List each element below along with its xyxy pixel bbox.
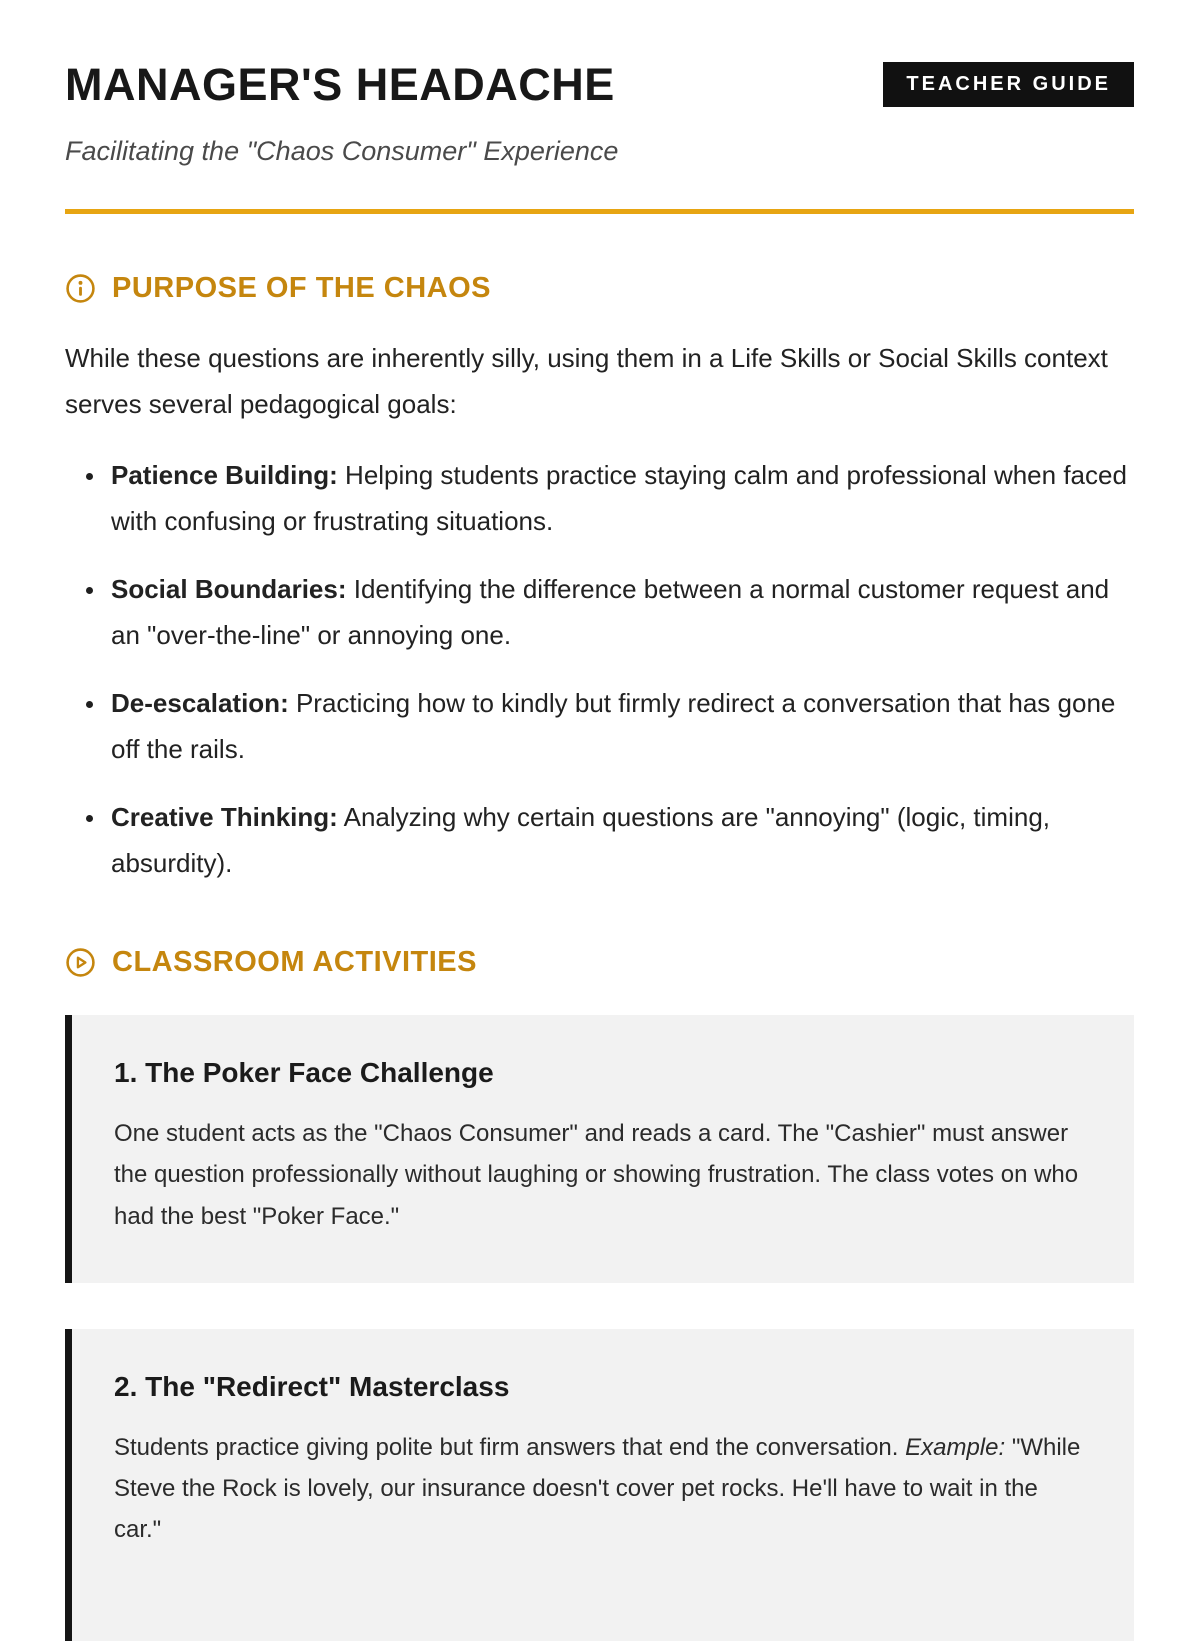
bullet-text: Analyzing why certain questions are "annoying" (logic, timing, absurdity). [111,802,1050,878]
header-row [65,60,1134,110]
header [65,60,1134,214]
activity-card-body [114,1427,1086,1551]
activity-card-body-text: Students practice giving polite but firm answers that end the conversation. [114,1433,906,1461]
bullet-label: Patience Building: [111,460,338,491]
activity-card-body: One student acts as the "Chaos Consumer" and reads a card. The "Cashier" must answer the question professionally without laughing or showing frustration. The class votes on who had the best "Poker Face." [114,1120,1079,1230]
purpose-bullet-list [65,453,1134,886]
activity-card-redirect [65,1329,1134,1641]
play-circle-icon [65,947,96,978]
activities-section [65,946,1134,1641]
activities-heading [65,946,1134,979]
bullet-label: Creative Thinking: [111,802,338,833]
purpose-intro: While these questions are inherently silly, using them in a Life Skills or Social Skills context serves several pedagogical goals: [65,342,1108,419]
activity-card-body-example: "While Steve the Rock is lovely, our insurance doesn't cover pet rocks. He'll have to wait in the car." [114,1433,1081,1544]
divider-rule [65,209,1134,214]
bullet-label: Social Boundaries: [111,574,347,605]
purpose-heading [65,272,1134,305]
info-icon [65,273,96,304]
bullet-item-boundaries [107,567,1134,658]
page-title: MANAGER'S HEADACHE [65,59,615,110]
page-subtitle: Facilitating the "Chaos Consumer" Experience [65,135,619,166]
activity-card-title: 1. The Poker Face Challenge [114,1057,494,1089]
activity-card-poker-face [65,1015,1134,1283]
purpose-section [65,272,1134,887]
teacher-guide-badge: TEACHER GUIDE [883,62,1134,107]
bullet-text: Helping students practice staying calm and professional when faced with confusing or frustrating situations. [111,460,1127,536]
activity-card-title: 2. The "Redirect" Masterclass [114,1370,510,1402]
activities-heading-label: CLASSROOM ACTIVITIES [112,946,477,979]
bullet-item-patience [107,453,1134,544]
bullet-text: Practicing how to kindly but firmly redirect a conversation that has gone off the rails. [111,688,1116,764]
purpose-heading-label: PURPOSE OF THE CHAOS [112,271,491,304]
bullet-label: De-escalation: [111,688,289,719]
bullet-text: Identifying the difference between a normal customer request and an "over-the-line" or annoying one. [111,574,1110,650]
bullet-item-deescalation [107,681,1134,772]
example-label: Example: [905,1433,1006,1461]
bullet-item-creative [107,795,1134,886]
